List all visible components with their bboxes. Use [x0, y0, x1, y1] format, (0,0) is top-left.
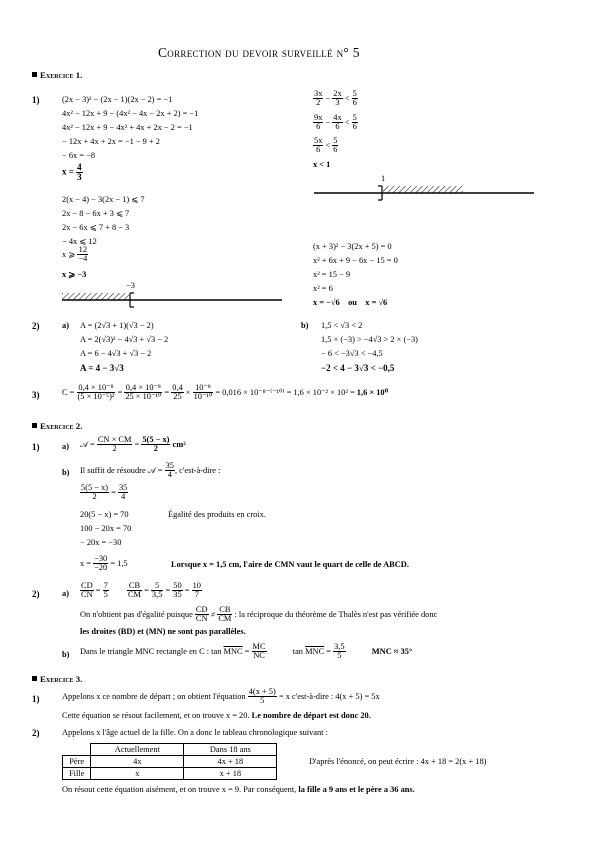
eq-line: 100 − 20x = 70 [80, 524, 132, 533]
ineq-result: x < 1 [313, 160, 331, 169]
eq-line: 2(x − 4) − 3(2x − 1) ⩽ 7 [62, 195, 145, 204]
eq-line: 1,5 × (−3) > −4√3 > 2 × (−3) [321, 335, 418, 344]
ineq-row: $\frac{9x}{6}$ − $\frac{4x}{6}$ < $\frac{5}{6}$ [314, 113, 357, 132]
chronology-table [62, 743, 277, 780]
statement-line: Appelons x l'âge actuel de la fille. On a donc le tableau chronologique suivant : [62, 728, 328, 737]
eq-line: 1,5 < √3 < 2 [321, 321, 363, 330]
bullet-square-icon [32, 72, 37, 77]
question-number: 1) [32, 694, 40, 704]
eq-line: A = 2(√3)² − 4√3 + √3 − 2 [80, 335, 169, 344]
eq-line: 4x² − 12x + 9 − 4x² + 4x + 2x − 2 = −1 [62, 123, 193, 132]
statement-line: D'après l'énoncé, on peut écrire : 4x + 18 = 2(x + 18) [309, 757, 487, 766]
eq-line: 20(5 − x) = 70 [80, 510, 129, 519]
sub-label: a) [62, 442, 69, 451]
question-number: 1) [32, 442, 40, 452]
conclusion: Lorsque x = 1,5 cm, l'aire de CMN vaut le quart de celle de ABCD. [171, 560, 409, 569]
question-number: 1) [32, 95, 40, 105]
eq-line: − 20x = −30 [80, 538, 122, 547]
axis-label: 1 [381, 174, 386, 183]
sub-label: a) [62, 321, 69, 330]
observation-line: On n'obtient pas d'égalité puisque $\frac{CD}{CN}$ ≠ $\frac{CB}{CM}$ : la réciproque du théorème de Thalès n'est pas vérifiée donc [80, 605, 438, 624]
eq-note: Égalité des produits en croix. [168, 510, 266, 519]
ratio-line: $\frac{CD}{CN}$ = $\frac{7}{5}$ $\frac{CB}{CM}$ = $\frac{5}{3,5}$ = $\frac{50}{35}$ = $\frac{10}{7}$ [81, 581, 201, 600]
table-cell: x + 18 [184, 768, 277, 780]
eq-result: x = −√6 ou x = √6 [313, 298, 388, 307]
table-header: Actuellement [91, 744, 184, 756]
eq-line: x² = 6 [313, 284, 333, 293]
sub-label: a) [62, 589, 69, 598]
table-cell: x [91, 768, 184, 780]
eq-fraction-line: x = $\frac{-30}{-20}$ = 1,5 [80, 554, 128, 573]
axis-label: −3 [126, 281, 135, 290]
eq-fraction-line: $\frac{5(5 - x)}{2}$ = $\frac{35}{4}$ [81, 483, 128, 502]
table-cell: Père [63, 756, 91, 768]
eq-result: −2 < 4 − 3√3 < −0,5 [321, 363, 395, 373]
table-cell: 4x + 18 [184, 756, 277, 768]
statement-line: Cette équation se résout facilement, et on trouve x = 20. Le nombre de départ est donc 20. [62, 711, 371, 720]
table-row [63, 756, 277, 768]
eq-result: x ⩾ −3 [62, 270, 87, 279]
eq-line: (x + 3)² − 3(2x + 5) = 0 [313, 242, 392, 251]
eq-line: 2x − 6x ⩽ 7 + 8 − 3 [62, 223, 130, 232]
ineq-row: $\frac{5x}{6}$ < $\frac{5}{6}$ [314, 136, 338, 155]
question-number: 2) [32, 589, 40, 599]
eq-line: − 12x + 4x + 2x = −1 − 9 + 2 [62, 137, 160, 146]
eq-line: − 6 < −3√3 < −4,5 [321, 349, 383, 358]
sub-label: b) [301, 321, 309, 330]
table-header: Dans 18 ans [184, 744, 277, 756]
number-line [60, 290, 285, 312]
exercise-1-heading: Exercice 1. [32, 71, 82, 80]
bullet-square-icon [32, 423, 37, 428]
table-row [63, 768, 277, 780]
bullet-square-icon [32, 676, 37, 681]
eq-line: − 6x = −8 [62, 151, 96, 160]
eq-line: 2x − 8 − 6x + 3 ⩽ 7 [62, 209, 130, 218]
exercise-2-heading: Exercice 2. [32, 422, 82, 431]
table-cell: Fille [63, 768, 91, 780]
table-cell [63, 744, 91, 756]
number-line [312, 183, 537, 205]
instruction-line: Il suffit de résoudre 𝒜 = $\frac{35}{4}$ , c'est-à-dire : [80, 461, 221, 480]
tan-line: Dans le triangle MNC rectangle en C : $\tan \overline{MNC}$ = $\frac{MC}{NC}$ $\tan \overline{MNC}$ = $\frac{3,5}{5}$ MNC ≈ 35° [80, 642, 413, 661]
ineq-row: $\frac{3x}{2}$ − $\frac{2x}{3}$ < $\frac{5}{6}$ [314, 89, 357, 108]
statement-line: Appelons x ce nombre de départ ; on obtient l'équation $\frac{4(x + 5)}{5}$ = x c'est-à-dire : 4(x + 5) = 5x [62, 687, 380, 706]
eq-line: 4x² − 12x + 9 − (4x² − 4x − 2x + 2) = −1 [62, 109, 199, 118]
conclusion: les droites (BD) et (MN) ne sont pas parallèles. [80, 627, 246, 636]
question-number: 2) [32, 728, 40, 738]
eq-line: − 4x ⩽ 12 [62, 237, 97, 246]
table-header-row [63, 744, 277, 756]
eq-line: A = 6 − 4√3 + √3 − 2 [80, 349, 152, 358]
area-formula: 𝒜 = $\frac{CN \times CM}{2}$ = $\frac{5(5 - x)}{2}$ cm² [80, 435, 186, 454]
table-cell: 4x [91, 756, 184, 768]
eq-line: x² + 6x + 9 − 6x − 15 = 0 [313, 256, 398, 265]
question-number: 3) [32, 390, 40, 400]
eq-line: (2x − 3)² − (2x − 1)(2x − 2) = −1 [62, 95, 173, 104]
eq-result: A = 4 − 3√3 [80, 363, 124, 373]
page-title: Correction du devoir surveillé n° 5 [158, 45, 360, 60]
question-number: 2) [32, 321, 40, 331]
calc-line: C = $\frac{\text{0,4 × 10⁻⁸}}{\text{(5 × 10⁻⁵)²}}$ = $\frac{\text{0,4 × 10⁻⁸}}{\text{25 × 10⁻¹⁰}}$ = $\frac{0,4}{25}$ × $\frac{\text{10⁻⁸}}{\text{10⁻¹⁰}}$ = 0,016 × 10⁻⁸⁻⁽⁻¹⁰⁾ = 1,6 × 10⁻² × 10² = 1,6 × 10⁰ [62, 383, 388, 402]
sub-label: b) [62, 650, 70, 659]
statement-line: On résout cette équation aisément, et on trouve x = 9. Par conséquent, la fille a 9 ans et le père a 36 ans. [62, 785, 415, 794]
exercise-3-heading: Exercice 3. [32, 675, 82, 684]
sub-label: b) [62, 468, 70, 477]
eq-line: A = (2√3 + 1)(√3 − 2) [80, 321, 154, 330]
eq-result: x = $\frac{4}{3}$ [62, 162, 82, 182]
eq-line: x² = 15 − 9 [313, 270, 351, 279]
eq-fraction-line: x ⩾ $\frac{12}{-4}$ [62, 245, 88, 264]
